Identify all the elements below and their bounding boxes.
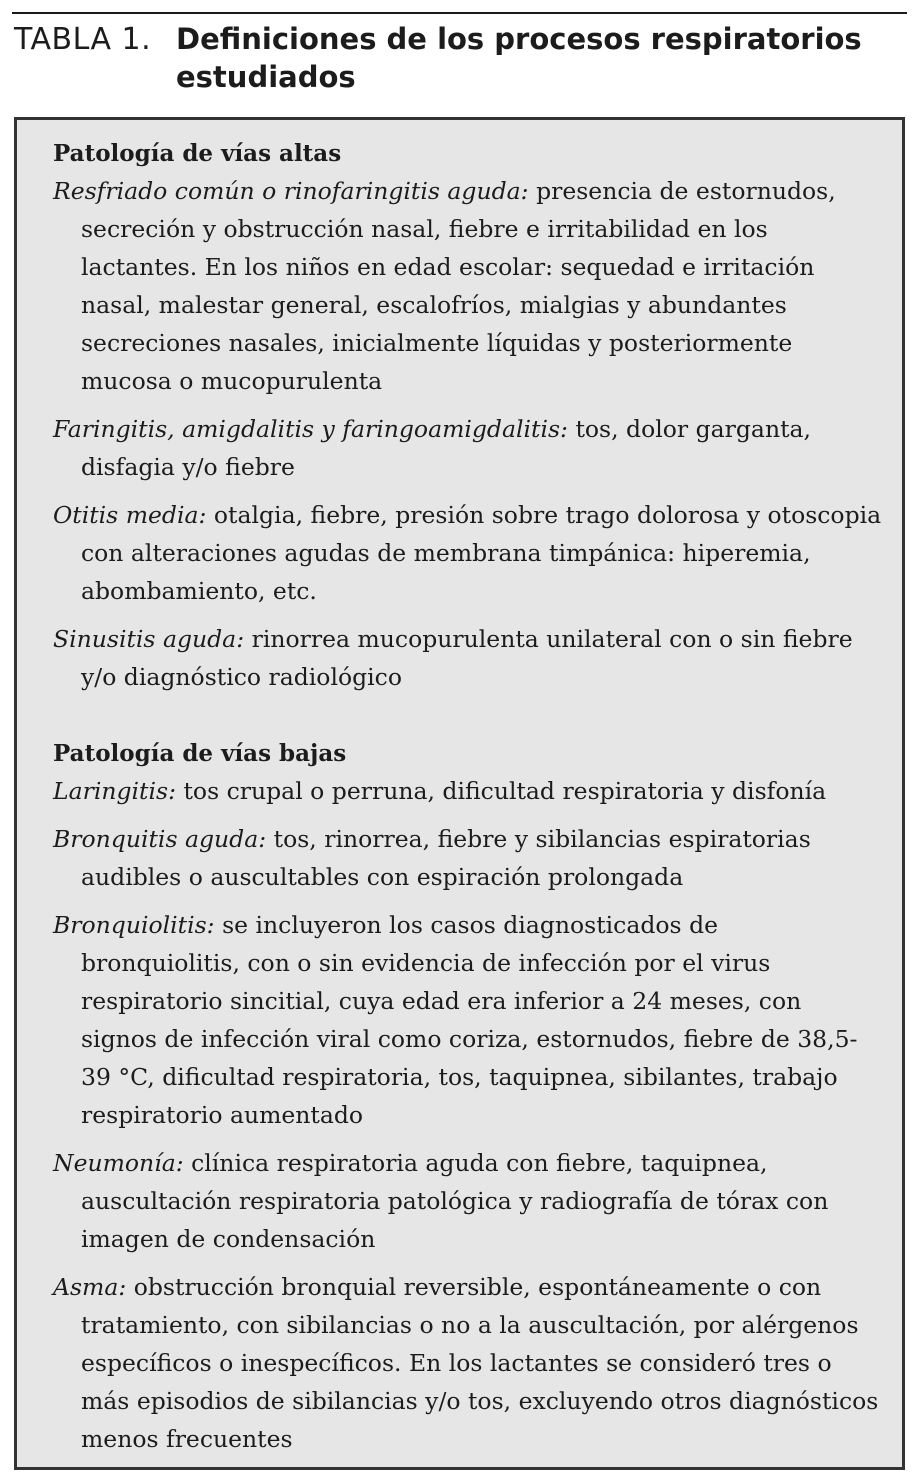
entry-asma — [53, 1268, 882, 1458]
entry-neumonia — [53, 1144, 882, 1258]
entry-definition: rinorrea mucopurulenta unilateral con o sin fiebre y/o diagnóstico radiológico — [81, 625, 853, 691]
entry-definition: clínica respiratoria aguda con fiebre, taquipnea, auscultación respiratoria patológica y radiografía de tórax con imagen de condensación — [81, 1149, 829, 1253]
table-label: TABLA 1. — [14, 22, 152, 57]
entry-resfriado — [53, 172, 882, 400]
table-title: Definiciones de los procesos respiratorios estudiados — [176, 22, 862, 94]
entry-term: Bronquiolitis: — [53, 911, 215, 939]
definitions-box — [14, 117, 905, 1470]
entry-term: Faringitis, amigdalitis y faringoamigdalitis: — [53, 415, 568, 443]
section-title-lower-airway: Patología de vías bajas — [53, 740, 347, 767]
entry-definition: tos, rinorrea, fiebre y sibilancias espiratorias audibles o auscultables con espiración prolongada — [81, 825, 811, 891]
section-title-upper-airway: Patología de vías altas — [53, 140, 342, 167]
entry-term: Asma: — [53, 1273, 127, 1301]
entry-definition: tos, dolor garganta, disfagia y/o fiebre — [81, 415, 812, 481]
entry-term: Resfriado común o rinofaringitis aguda: — [53, 177, 529, 205]
top-rule — [12, 12, 907, 14]
entry-bronquitis — [53, 820, 882, 896]
entry-definition: presencia de estornudos, secreción y obstrucción nasal, fiebre e irritabilidad en los lactantes. En los niños en edad escolar: sequedad e irritación nasal, malestar general, escalofríos, mialgias y abundantes secreciones nasales, inicialmente líquidas y posteriormente mucosa o mucopurulenta — [81, 177, 836, 395]
entry-definition: se incluyeron los casos diagnosticados de bronquiolitis, con o sin evidencia de infección por el virus respiratorio sincitial, cuya edad era inferior a 24 meses, con signos de infección viral como coriza, estornudos, fiebre de 38,5-39 °C, dificultad respiratoria, tos, taquipnea, sibilantes, trabajo respiratorio aumentado — [81, 911, 858, 1129]
entry-term: Sinusitis aguda: — [53, 625, 245, 653]
entry-term: Neumonía: — [53, 1149, 184, 1177]
entry-sinusitis — [53, 620, 882, 696]
entry-definition: obstrucción bronquial reversible, espontáneamente o con tratamiento, con sibilancias o no a la auscultación, por alérgenos específicos o inespecíficos. En los lactantes se consideró tres o más episodios de sibilancias y/o tos, excluyendo otros diagnósticos menos frecuentes — [81, 1273, 879, 1453]
entry-definition: tos crupal o perruna, dificultad respiratoria y disfonía — [183, 777, 827, 805]
entry-otitis — [53, 496, 882, 610]
entry-bronquiolitis — [53, 906, 882, 1134]
entry-laringitis — [53, 772, 882, 810]
entry-definition: otalgia, fiebre, presión sobre trago dolorosa y otoscopia con alteraciones agudas de membrana timpánica: hiperemia, abombamiento, etc. — [81, 501, 882, 605]
entry-term: Otitis media: — [53, 501, 207, 529]
entry-term: Laringitis: — [53, 777, 176, 805]
entry-term: Bronquitis aguda: — [53, 825, 267, 853]
entry-faringitis — [53, 410, 882, 486]
